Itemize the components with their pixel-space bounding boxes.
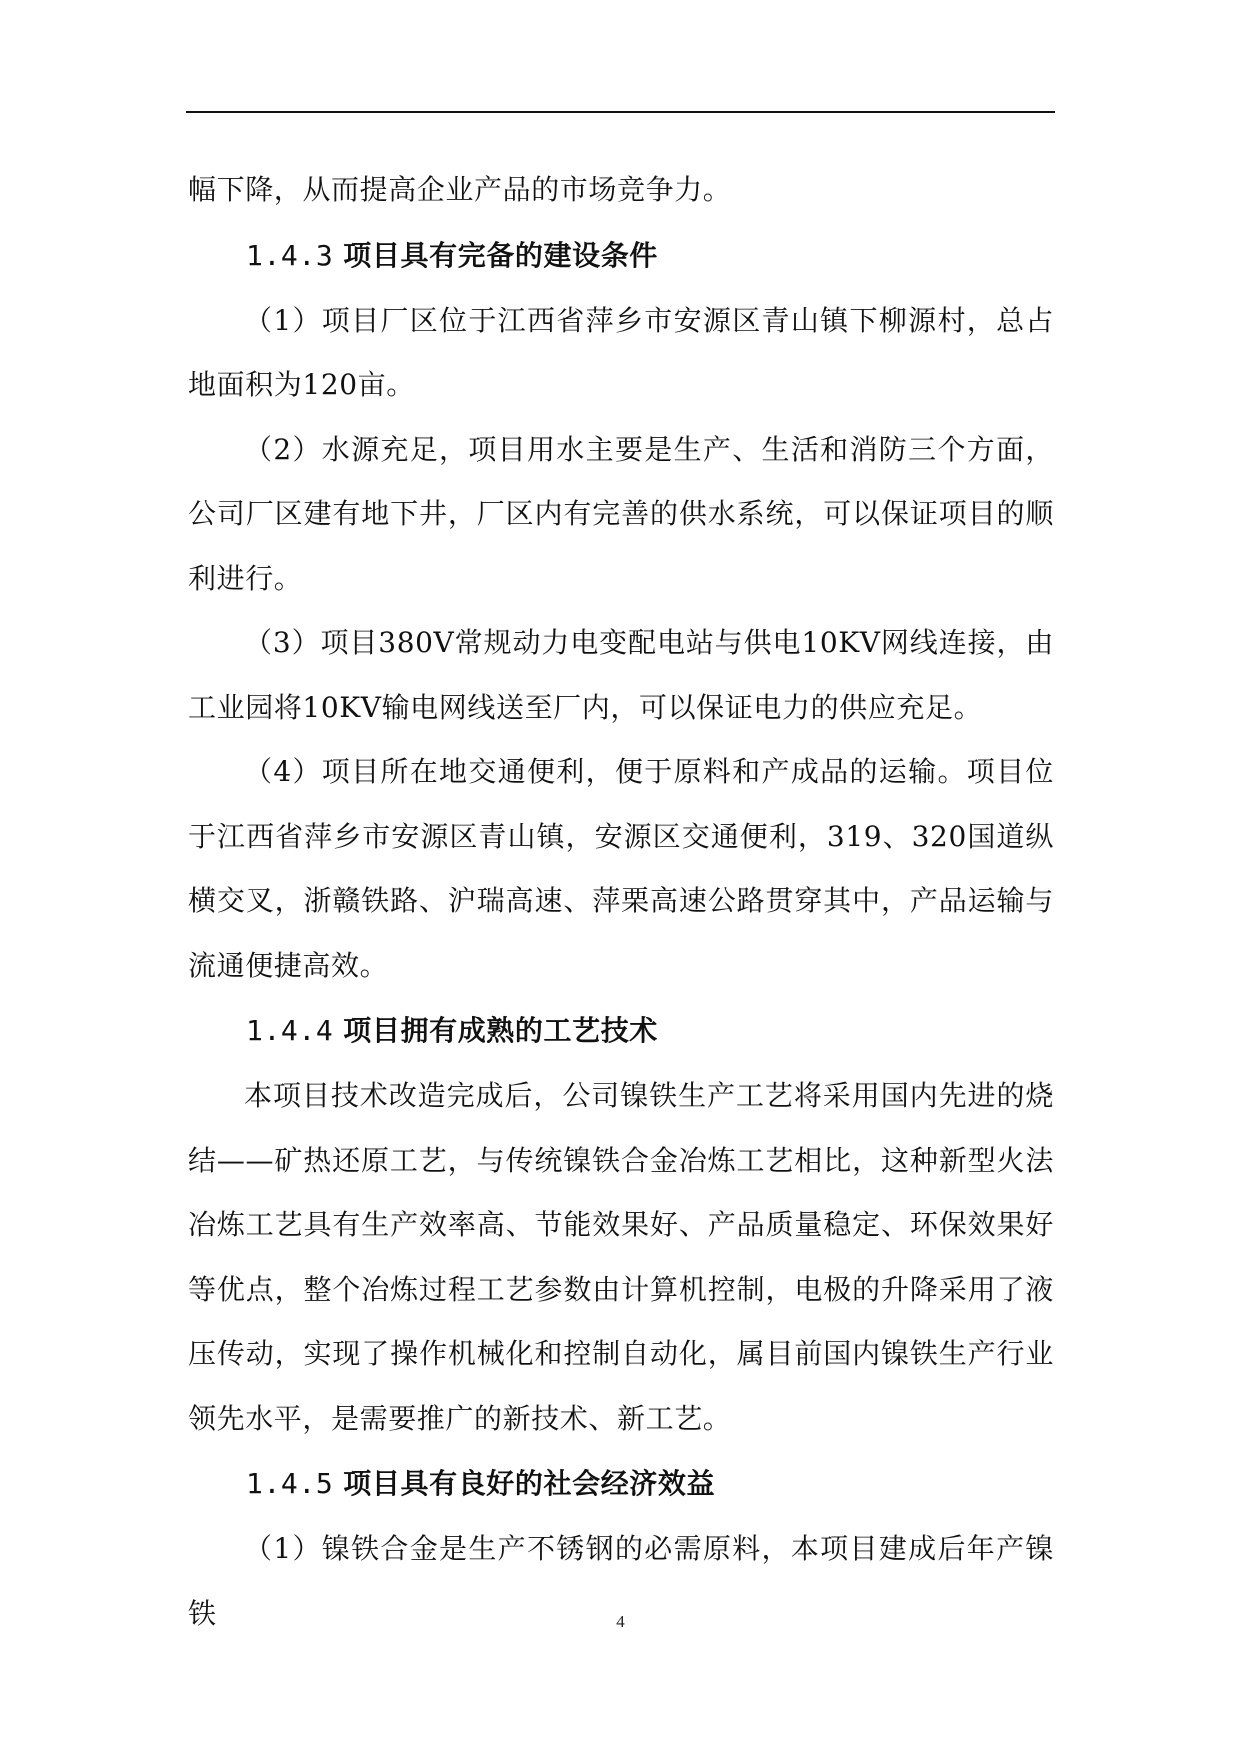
- paragraph-site-location: （1）项目厂区位于江西省萍乡市安源区青山镇下柳源村，总占地面积为120亩。: [188, 303, 1054, 401]
- section-title: 项目拥有成熟的工艺技术: [343, 1014, 658, 1047]
- page-number: 4: [616, 1612, 625, 1631]
- document-body: [188, 158, 1054, 1646]
- section-number: 1.4.3: [246, 238, 334, 272]
- paragraph-economic-benefit: （1）镍铁合金是生产不锈钢的必需原料，本项目建成后年产镍铁: [188, 1532, 1054, 1630]
- section-title: 项目具有良好的社会经济效益: [343, 1467, 716, 1500]
- paragraph-power-supply: （3）项目380V常规动力电变配电站与供电10KV网线连接，由工业园将10KV输电网线送至厂内，可以保证电力的供应充足。: [188, 626, 1054, 724]
- section-title: 项目具有完备的建设条件: [343, 238, 658, 272]
- header-rule: [186, 111, 1055, 113]
- section-number: 1.4.4: [246, 1014, 334, 1047]
- section-heading-1-4-3: [188, 223, 1054, 289]
- paragraph-water-supply: （2）水源充足，项目用水主要是生产、生活和消防三个方面，公司厂区建有地下井，厂区内有完善的供水系统，可以保证项目的顺利进行。: [188, 432, 1054, 595]
- section-heading-1-4-5: [188, 1451, 1054, 1517]
- paragraph-process-technology: 本项目技术改造完成后，公司镍铁生产工艺将采用国内先进的烧结——矿热还原工艺，与传统镍铁合金冶炼工艺相比，这种新型火法冶炼工艺具有生产效率高、节能效果好、产品质量稳定、环保效果好等优点，整个冶炼过程工艺参数由计算机控制，电极的升降采用了液压传动，实现了操作机械化和控制自动化，属目前国内镍铁生产行业领先水平，是需要推广的新技术、新工艺。: [188, 1079, 1054, 1435]
- paragraph-transportation: （4）项目所在地交通便利，便于原料和产成品的运输。项目位于江西省萍乡市安源区青山镇，安源区交通便利，319、320国道纵横交叉，浙赣铁路、沪瑞高速、萍栗高速公路贯穿其中，产品运输与流通便捷高效。: [188, 755, 1054, 982]
- section-number: 1.4.5: [246, 1467, 334, 1500]
- paragraph-continuation: 幅下降，从而提高企业产品的市场竞争力。: [188, 173, 732, 206]
- section-heading-1-4-4: [188, 998, 1054, 1064]
